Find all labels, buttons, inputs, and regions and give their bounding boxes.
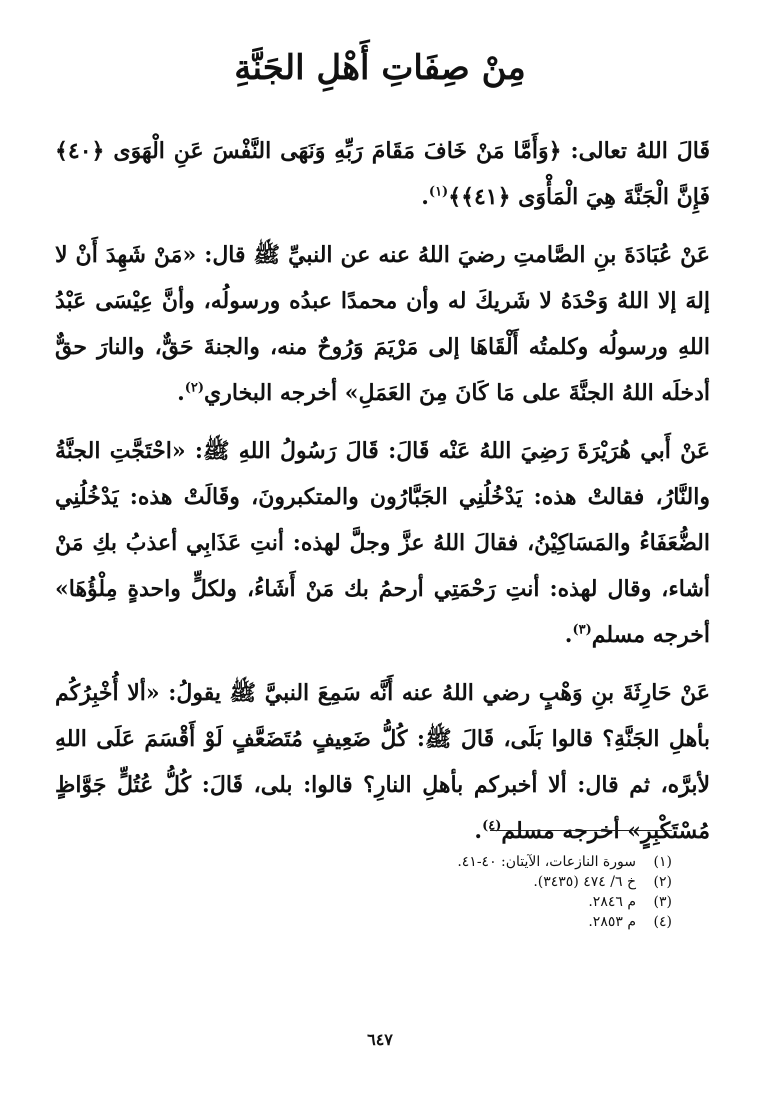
footnotes-list <box>272 852 672 932</box>
paragraph-hadith-abu-hurayra: عَنْ أَبي هُرَيْرَةَ رَضِيَ اللهُ عَنْه قَالَ: قَالَ رَسُولُ اللهِ ﷺ: «احْتَجَّتِ الجنَّةُ والنَّارُ، فقالتْ هذه: يَدْخُلُنِي الجَبَّارُون والمتكبرونَ، وقَالَتْ هذه: يَدْخُلُنِي الضُّعَفَاءُ والمَسَاكِيْنُ، فقالَ اللهُ عزَّ وجلَّ لهذه: أنتِ عَذَابِي أعذبُ بكِ مَنْ أشاء، وقال لهذه: أنتِ رَحْمَتِي أرحمُ بك مَنْ أَشَاءُ، ولكلٍّ واحدةٍ مِلْؤُهَا» أخرجه مسلم$^{(٣)}$. <box>55 438 710 648</box>
footnote-item: (٣) م ٢٨٤٦. <box>588 894 672 910</box>
footnote-item: (٤) م ٢٨٥٣. <box>588 914 672 930</box>
footnote-mark-1: (١) <box>428 184 449 200</box>
page-title: مِنْ صِفَاتِ أَهْلِ الجَنَّةِ <box>234 48 526 88</box>
page-number: ٦٤٧ <box>367 1030 393 1049</box>
paragraph-hadith-ubada: عَنْ عُبَادَةَ بنِ الصَّامتِ رضيَ اللهُ عنه عن النبيِّ ﷺ قال: «مَنْ شَهِدَ أَنْ لا إلهَ إلا اللهُ وَحْدَهُ لا شَريكَ له وأن محمدًا عبدُه ورسولُه، وأنَّ عِيْسَى عَبْدُ اللهِ ورسولُه وكلمتُه أَلْقَاهَا إلى مَرْيَمَ وَرُوحٌ منه، والجنةَ حَقٌّ، والنارَ حقٌّ أدخلَه اللهُ الجنَّةَ على مَا كَانَ مِنَ العَمَلِ» أخرجه البخاري$^{(٢)}$. <box>55 242 710 406</box>
main-text <box>55 128 710 866</box>
paragraph-quran-verse: قَالَ اللهُ تعالى: ﴿وَأَمَّا مَنْ خَافَ مَقَامَ رَبِّهِ وَنَهَى النَّفْسَ عَنِ الْهَوَى ﴿٤٠﴾ فَإِنَّ الْجَنَّةَ هِيَ الْمَأْوَى ﴿٤١﴾﴾$^{(١)}$. <box>55 138 710 210</box>
footnote-mark-4: (٤) <box>482 818 502 834</box>
footnote-divider <box>490 830 672 831</box>
footnote-item: (٢) خ ٦/ ٤٧٤ (٣٤٣٥). <box>533 874 672 890</box>
footnote-item: (١) سورة النازعات، الآيتان: ٤٠-٤١. <box>457 854 672 870</box>
footnote-mark-3: (٣) <box>572 622 592 638</box>
footnote-mark-2: (٢) <box>184 380 205 396</box>
paragraph-hadith-haritha: عَنْ حَارِثَةَ بنِ وَهْبٍ رضي اللهُ عنه أَنَّه سَمِعَ النبيَّ ﷺ يقولُ: «ألا أُخْبِرُكُم بأهلِ الجَنَّةِ؟ قالوا بَلَى، قَالَ ﷺ: كُلُّ ضَعِيفٍ مُتَضَعَّفٍ لَوْ أَقْسَمَ عَلَى اللهِ لأبرَّه، ثم قال: ألا أخبركم بأهلِ النارِ؟ قالوا: بلى، قَالَ: كُلُّ عُتُلٍّ جَوَّاظٍ مُسْتَكْبِرٍ» أخرجه مسلم$^{(٤)}$. <box>55 680 710 844</box>
